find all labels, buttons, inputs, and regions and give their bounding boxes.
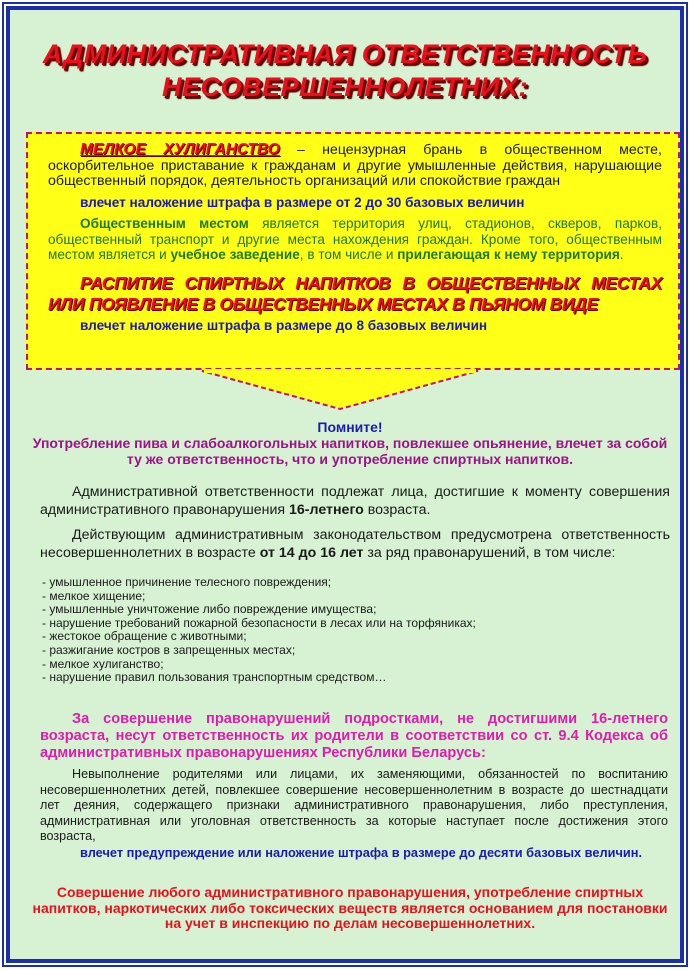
- list-item: - мелкое хулиганство;: [42, 656, 164, 671]
- hooliganism-definition: [48, 142, 662, 190]
- list-item: - умышленное причинение телесного повреждения;: [42, 575, 332, 589]
- hooliganism-heading: МЕЛКОЕ ХУЛИГАНСТВО: [80, 141, 280, 158]
- title-line-1: АДМИНИСТРАТИВНАЯ ОТВЕТСТВЕННОСТЬ: [42, 39, 648, 69]
- public-place-definition: [48, 216, 662, 263]
- remember-note: [30, 419, 670, 467]
- remember-text: Употребление пива и слабоалкогольных напитков, повлекшее опьянение, влечет за собой ту же ответственность, что и употребление спиртных напитков.: [32, 435, 668, 467]
- parents-details-block: [40, 767, 668, 860]
- public-place-end: .: [619, 247, 624, 262]
- age-p1-end: возраста.: [363, 502, 431, 518]
- hooliganism-penalty: влечет наложение штрафа в размере от 2 до 30 базовых величин: [80, 194, 525, 210]
- public-place-text-1: является территория улиц, стадионов, скверов, парков, общественный транспорт и другие места нахождения граждан. Кроме того, общественным местом является и: [48, 216, 662, 262]
- list-item: - мелкое хищение;: [42, 588, 146, 603]
- list-item: - нарушение требований пожарной безопасности в лесах или на торфяниках;: [42, 615, 476, 630]
- list-item: - жестокое обращение с животными;: [42, 629, 247, 644]
- parents-statement: За совершение правонарушений подростками, не достигшими 16-летнего возраста, несут ответственность их родители в соответствии со ст. 9.4 Кодекса об административных правонарушениях Республики Беларусь:: [40, 711, 668, 761]
- offenses-list: [42, 576, 642, 685]
- list-item: - умышленные уничтожение либо повреждение имущества;: [42, 602, 377, 617]
- final-note: Совершение любого административного правонарушения, употребление спиртных напитков, наркотических либо токсических веществ является основанием для постановки на учет в инспекцию по делам несовершеннолетних.: [32, 884, 668, 931]
- public-place-term: Общественным местом: [80, 216, 249, 231]
- parents-penalty: влечет предупреждение или наложение штрафа в размере до десяти базовых величин.: [80, 844, 643, 860]
- title-line-2: НЕСОВЕРШЕННОЛЕТНИХ:: [161, 72, 529, 102]
- age-paragraph-2: [40, 526, 670, 562]
- hooliganism-text: – нецензурная брань в общественном месте, оскорбительное приставание к гражданам и другие умышленные действия, нарушающие общественный порядок, деятельность организаций или спокойствие граждан: [48, 142, 662, 189]
- list-item: - разжигание костров в запрещенных местах;: [42, 642, 296, 657]
- age-p2-end: за ряд правонарушений, в том числе:: [363, 545, 616, 561]
- age-paragraph-1: [40, 483, 670, 519]
- age-p2-start: Действующим административным законодательством предусмотрена ответственность несовершеннолетних в возрасте: [40, 527, 670, 561]
- down-arrow-icon: [200, 369, 480, 411]
- age-p2-age: от 14 до 16 лет: [259, 545, 364, 561]
- parents-details: Невыполнение родителями или лицами, их заменяющими, обязанностей по воспитанию несовершеннолетних детей, повлекшее совершение несовершеннолетним в возрасте до шестнадцати лет деяния, содержащего признаки административного правонарушения, либо преступления, административная или уголовная ответственность за которые наступает после достижения этого возраста,: [40, 767, 668, 843]
- age-p1-start: Административной ответственности подлежат лица, достигшие к моменту совершения административного правонарушения: [40, 484, 670, 518]
- alcohol-heading: РАСПИТИЕ СПИРТНЫХ НАПИТКОВ В ОБЩЕСТВЕННЫХ МЕСТАХ ИЛИ ПОЯВЛЕНИЕ В ОБЩЕСТВЕННЫХ МЕСТАХ В ПЬЯНОМ ВИДЕ: [48, 272, 662, 314]
- territory-term: прилегающая к нему территория: [397, 247, 620, 262]
- remember-title: Помните!: [317, 419, 383, 435]
- school-term: учебное заведение: [170, 247, 300, 262]
- poster: [6, 6, 684, 963]
- list-item: - нарушение правил пользования транспортным средством…: [42, 670, 387, 685]
- alcohol-penalty: влечет наложение штрафа в размере до 8 базовых величин: [80, 317, 488, 333]
- hooliganism-box: [26, 132, 680, 370]
- age-p1-age: 16-летнего: [289, 502, 364, 518]
- public-place-text-2: , в том числе и: [299, 247, 398, 262]
- poster-title: [10, 38, 680, 104]
